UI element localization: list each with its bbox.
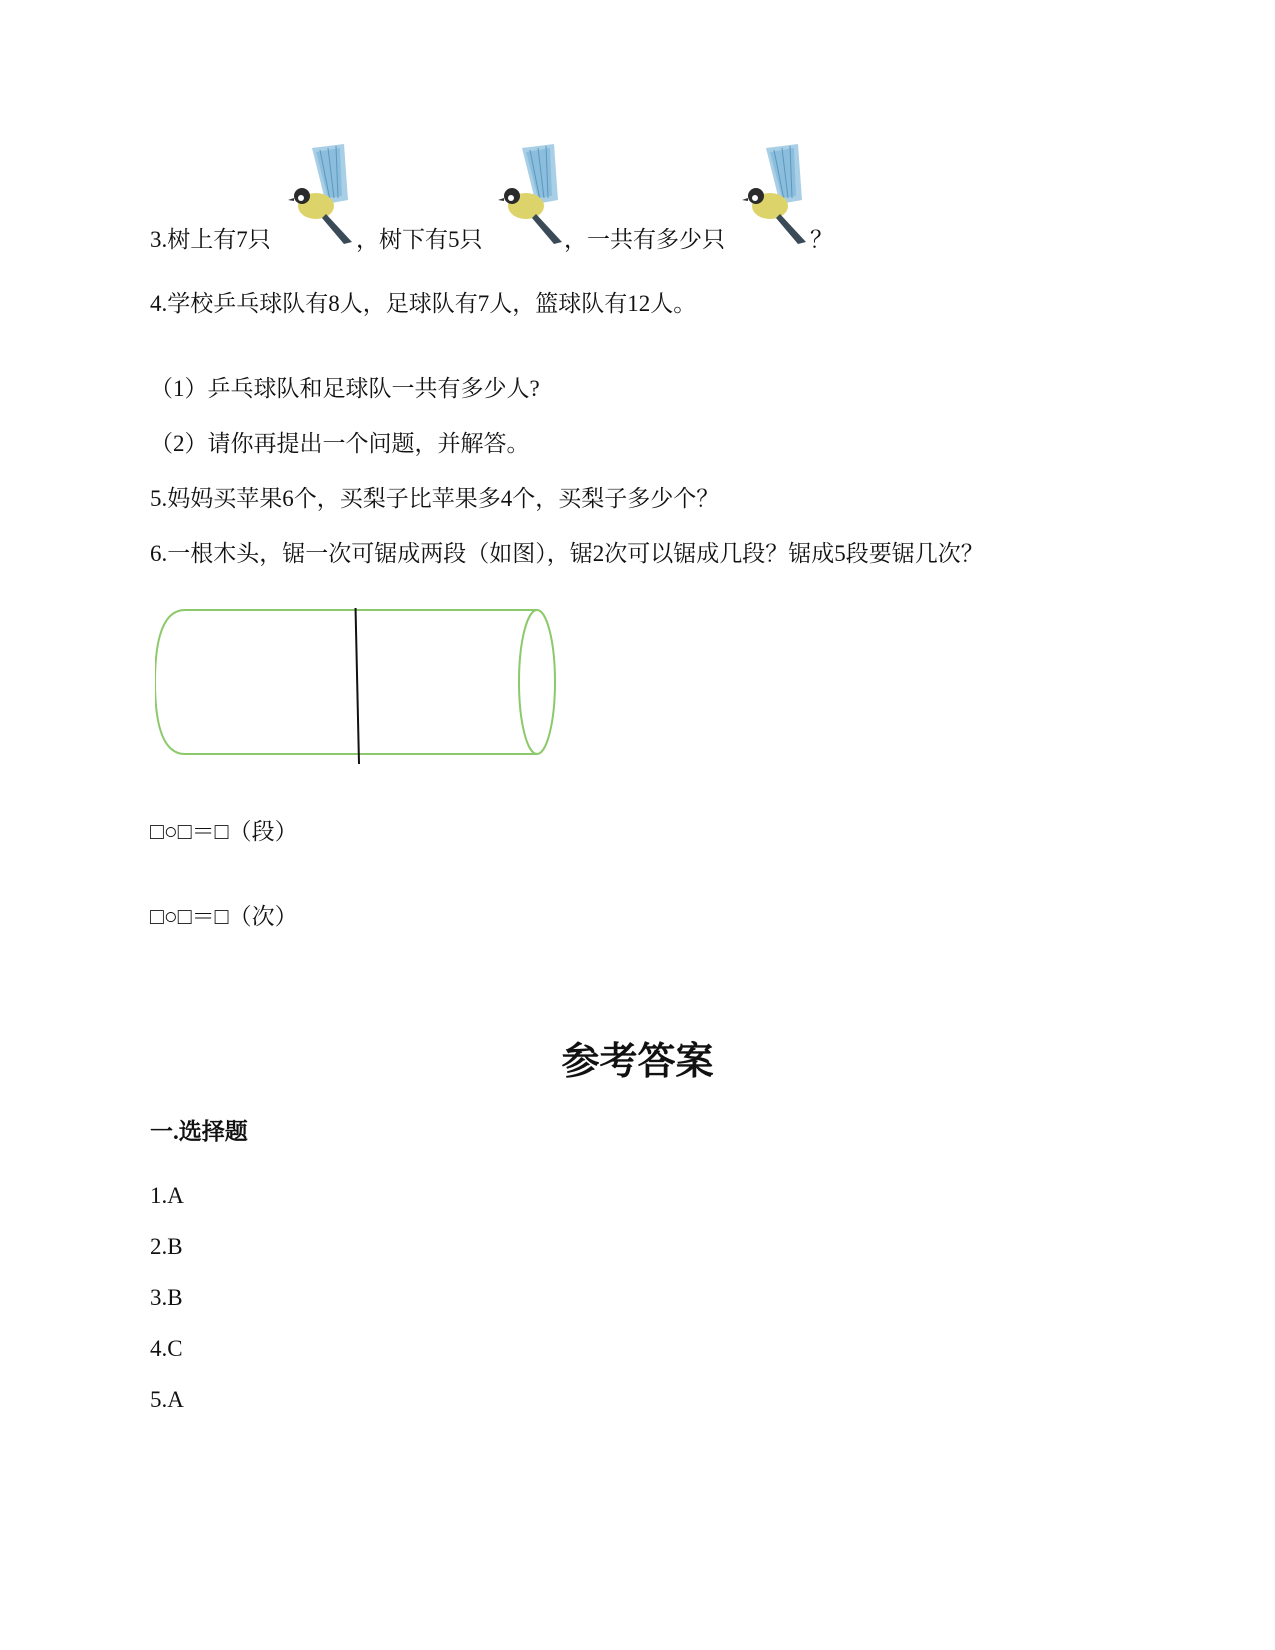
answer-key-title: 参考答案: [561, 1041, 714, 1083]
question-3-text-part2: ，树下有5只: [356, 227, 483, 252]
question-4-sub-2: （2）请你再提出一个问题，并解答。: [150, 431, 530, 456]
saw-cut-line: [355, 608, 359, 764]
answer-item: 3.B: [150, 1285, 183, 1310]
question-5: 5.妈妈买苹果6个，买梨子比苹果多4个，买梨子多少个？: [150, 486, 720, 511]
bird-icon: [282, 140, 358, 250]
formula-cuts: □○□＝□（次）: [150, 904, 298, 929]
question-4-sub-1: （1）乒乓球队和足球队一共有多少人?: [150, 376, 540, 401]
log-end-ellipse: [519, 610, 555, 754]
log-body-outline: [155, 610, 537, 754]
answer-item: 5.A: [150, 1387, 184, 1412]
bird-icon: [736, 140, 812, 250]
answer-item: 2.B: [150, 1234, 183, 1259]
question-3-text-part3: ，一共有多少只: [564, 227, 725, 252]
section-heading-choice: 一.选择题: [150, 1119, 248, 1144]
question-4: 4.学校乒乓球队有8人，足球队有7人，篮球队有12人。: [150, 291, 697, 316]
question-3-text-part4: ？: [810, 227, 833, 252]
question-3-text-part1: 3.树上有7只: [150, 227, 271, 252]
answer-item: 4.C: [150, 1336, 183, 1361]
answer-item: 1.A: [150, 1183, 184, 1208]
bird-icon: [492, 140, 568, 250]
question-3: [150, 140, 1050, 260]
question-6: 6.一根木头，锯一次可锯成两段（如图），锯2次可以锯成几段？锯成5段要锯几次？: [150, 541, 984, 566]
log-saw-figure: [155, 608, 575, 798]
formula-segments: □○□＝□（段）: [150, 819, 298, 844]
